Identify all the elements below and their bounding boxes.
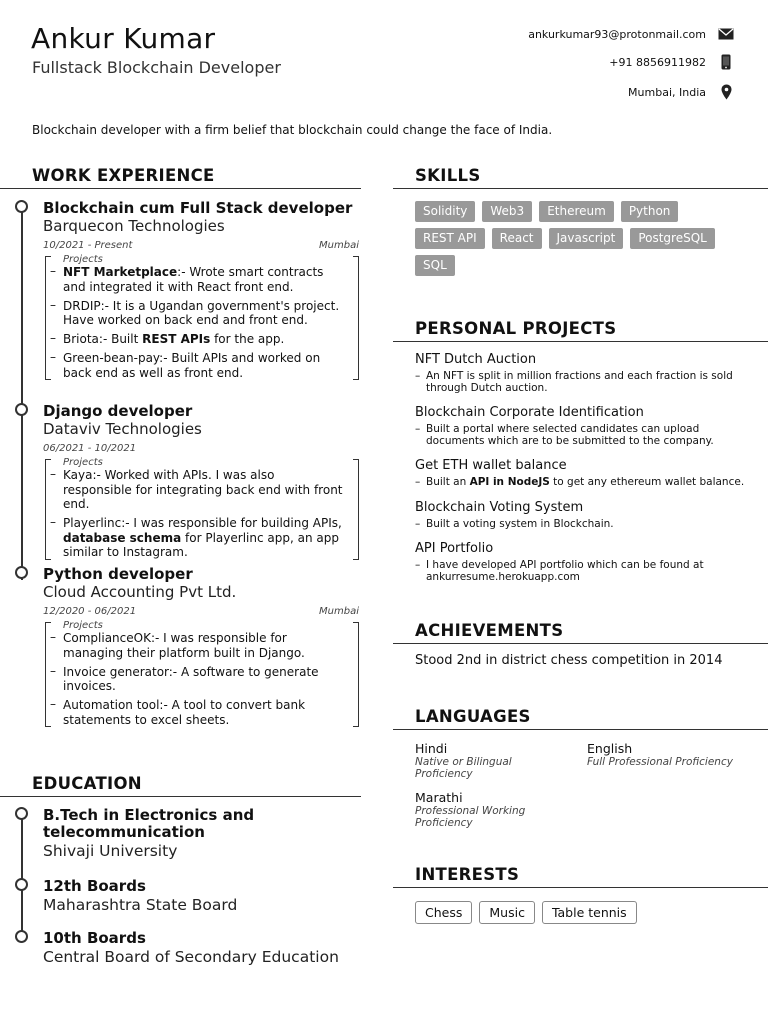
work-timeline-line — [21, 207, 23, 580]
timeline-dot — [15, 878, 28, 891]
skills-list — [415, 201, 715, 276]
list-item: – DRDIP:- It is a Ugandan government's project. Have worked on back end and front end. — [63, 299, 343, 328]
language-entry — [415, 790, 565, 829]
timeline-dot — [15, 807, 28, 820]
language-name: Marathi — [415, 790, 463, 805]
interests-divider — [393, 887, 768, 888]
job-entry — [43, 402, 359, 564]
project-title: NFT Dutch Auction — [415, 352, 537, 367]
mobile-phone-icon — [718, 54, 734, 70]
project-title: Blockchain Voting System — [415, 500, 584, 515]
contact-phone — [609, 54, 734, 70]
projects-label: Projects — [63, 457, 103, 468]
degree: 10th Boards — [43, 929, 146, 947]
skill-tag: REST API — [415, 228, 485, 249]
language-level: Full Professional Proficiency — [587, 756, 733, 768]
job-company: Barquecon Technologies — [43, 217, 225, 235]
language-name: Hindi — [415, 741, 448, 756]
summary-text: Blockchain developer with a firm belief that blockchain could change the face of India. — [32, 123, 553, 137]
project-entry — [415, 541, 745, 583]
language-entry — [415, 741, 565, 780]
skill-tag: Python — [621, 201, 679, 222]
timeline-dot — [15, 566, 28, 579]
projects-label: Projects — [63, 620, 103, 631]
language-level: Native or Bilingual Proficiency — [415, 756, 512, 780]
achievements-heading: ACHIEVEMENTS — [415, 621, 564, 640]
skill-tag: SQL — [415, 255, 455, 276]
project-desc: – I have developed API portfolio which can be found at ankurresume.herokuapp.com — [415, 559, 745, 583]
project-title: Get ETH wallet balance — [415, 458, 567, 473]
skills-heading: SKILLS — [415, 166, 481, 185]
project-desc: – An NFT is split in million fractions and each fraction is sold through Dutch auction. — [415, 370, 745, 394]
languages-heading: LANGUAGES — [415, 707, 531, 726]
education-entry — [43, 807, 363, 861]
projects-divider — [393, 341, 768, 342]
education-entry — [43, 930, 363, 967]
list-item: – NFT Marketplace:- Wrote smart contracts and integrated it with React front end. — [63, 265, 343, 294]
language-level: Professional Working Proficiency — [415, 805, 526, 829]
job-role: Python developer — [43, 565, 193, 583]
language-entry — [587, 741, 757, 768]
institution: Maharashtra State Board — [43, 896, 238, 914]
skill-tag: Ethereum — [539, 201, 614, 222]
job-meta — [43, 240, 359, 251]
interests-heading: INTERESTS — [415, 865, 520, 884]
education-divider — [0, 796, 361, 797]
job-company: Dataviv Technologies — [43, 420, 202, 438]
envelope-icon — [718, 26, 734, 42]
job-company: Cloud Accounting Pvt Ltd. — [43, 583, 237, 601]
job-meta — [43, 443, 359, 454]
email-text: ankurkumar93@protonmail.com — [528, 27, 706, 41]
job-dates: 06/2021 - 10/2021 — [43, 443, 137, 454]
candidate-name: Ankur Kumar — [31, 22, 216, 55]
interest-tag: Music — [479, 901, 535, 924]
contact-email — [528, 26, 734, 42]
job-entry — [43, 565, 359, 732]
timeline-dot — [15, 930, 28, 943]
education-heading: EDUCATION — [32, 774, 142, 793]
skill-tag: Web3 — [482, 201, 532, 222]
interests-list — [415, 901, 637, 924]
project-entry — [415, 352, 745, 394]
job-projects — [43, 620, 359, 727]
list-item: – Invoice generator:- A software to generate invoices. — [63, 665, 343, 694]
skill-tag: Javascript — [549, 228, 624, 249]
project-entry — [415, 500, 745, 530]
achievements-divider — [393, 643, 768, 644]
project-desc: – Built a voting system in Blockchain. — [415, 518, 745, 530]
projects-label: Projects — [63, 254, 103, 265]
map-pin-icon — [718, 84, 734, 100]
achievement-text: Stood 2nd in district chess competition in 2014 — [415, 653, 723, 668]
location-text: Mumbai, India — [628, 85, 706, 99]
skills-divider — [393, 188, 768, 189]
timeline-dot — [15, 200, 28, 213]
job-dates: 12/2020 - 06/2021 — [43, 606, 137, 617]
skill-tag: Solidity — [415, 201, 475, 222]
phone-text: +91 8856911982 — [609, 55, 706, 69]
job-dates: 10/2021 - Present — [43, 240, 133, 251]
institution: Shivaji University — [43, 842, 178, 860]
degree: 12th Boards — [43, 877, 146, 895]
project-entry — [415, 458, 745, 488]
education-timeline-line — [21, 814, 23, 936]
job-role: Blockchain cum Full Stack developer — [43, 199, 353, 217]
candidate-title: Fullstack Blockchain Developer — [32, 58, 281, 77]
contact-location — [628, 84, 734, 100]
list-item: – ComplianceOK:- I was responsible for managing their platform built in Django. — [63, 631, 343, 660]
projects-heading: PERSONAL PROJECTS — [415, 319, 617, 338]
work-divider — [0, 188, 361, 189]
job-role: Django developer — [43, 402, 193, 420]
job-place: Mumbai — [319, 606, 359, 617]
project-entry — [415, 405, 745, 447]
job-entry — [43, 199, 359, 385]
interest-tag: Chess — [415, 901, 472, 924]
project-desc: – Built an API in NodeJS to get any ethereum wallet balance. — [415, 476, 745, 488]
project-title: Blockchain Corporate Identification — [415, 405, 644, 420]
list-item: – Kaya:- Worked with APIs. I was also responsible for integrating back end with front end. — [63, 468, 343, 512]
timeline-dot — [15, 403, 28, 416]
list-item: – Playerlinc:- I was responsible for building APIs, database schema for Playerlinc app, an app similar to Instagram. — [63, 516, 343, 560]
language-name: English — [587, 741, 633, 756]
list-item: – Briota:- Built REST APIs for the app. — [63, 332, 343, 347]
languages-divider — [393, 729, 768, 730]
interest-tag: Table tennis — [542, 901, 637, 924]
job-place: Mumbai — [319, 240, 359, 251]
degree: B.Tech in Electronics and telecommunication — [43, 806, 255, 841]
list-item: – Green-bean-pay:- Built APIs and worked on back end as well as front end. — [63, 351, 343, 380]
job-projects — [43, 254, 359, 380]
skill-tag: PostgreSQL — [630, 228, 715, 249]
institution: Central Board of Secondary Education — [43, 948, 339, 966]
job-meta — [43, 606, 359, 617]
job-projects — [43, 457, 359, 560]
project-desc: – Built a portal where selected candidates can upload documents which are to be submitted to the company. — [415, 423, 745, 447]
work-experience-heading: WORK EXPERIENCE — [32, 166, 215, 185]
education-entry — [43, 878, 363, 915]
skill-tag: React — [492, 228, 542, 249]
list-item: – Automation tool:- A tool to convert bank statements to excel sheets. — [63, 698, 343, 727]
project-title: API Portfolio — [415, 541, 494, 556]
